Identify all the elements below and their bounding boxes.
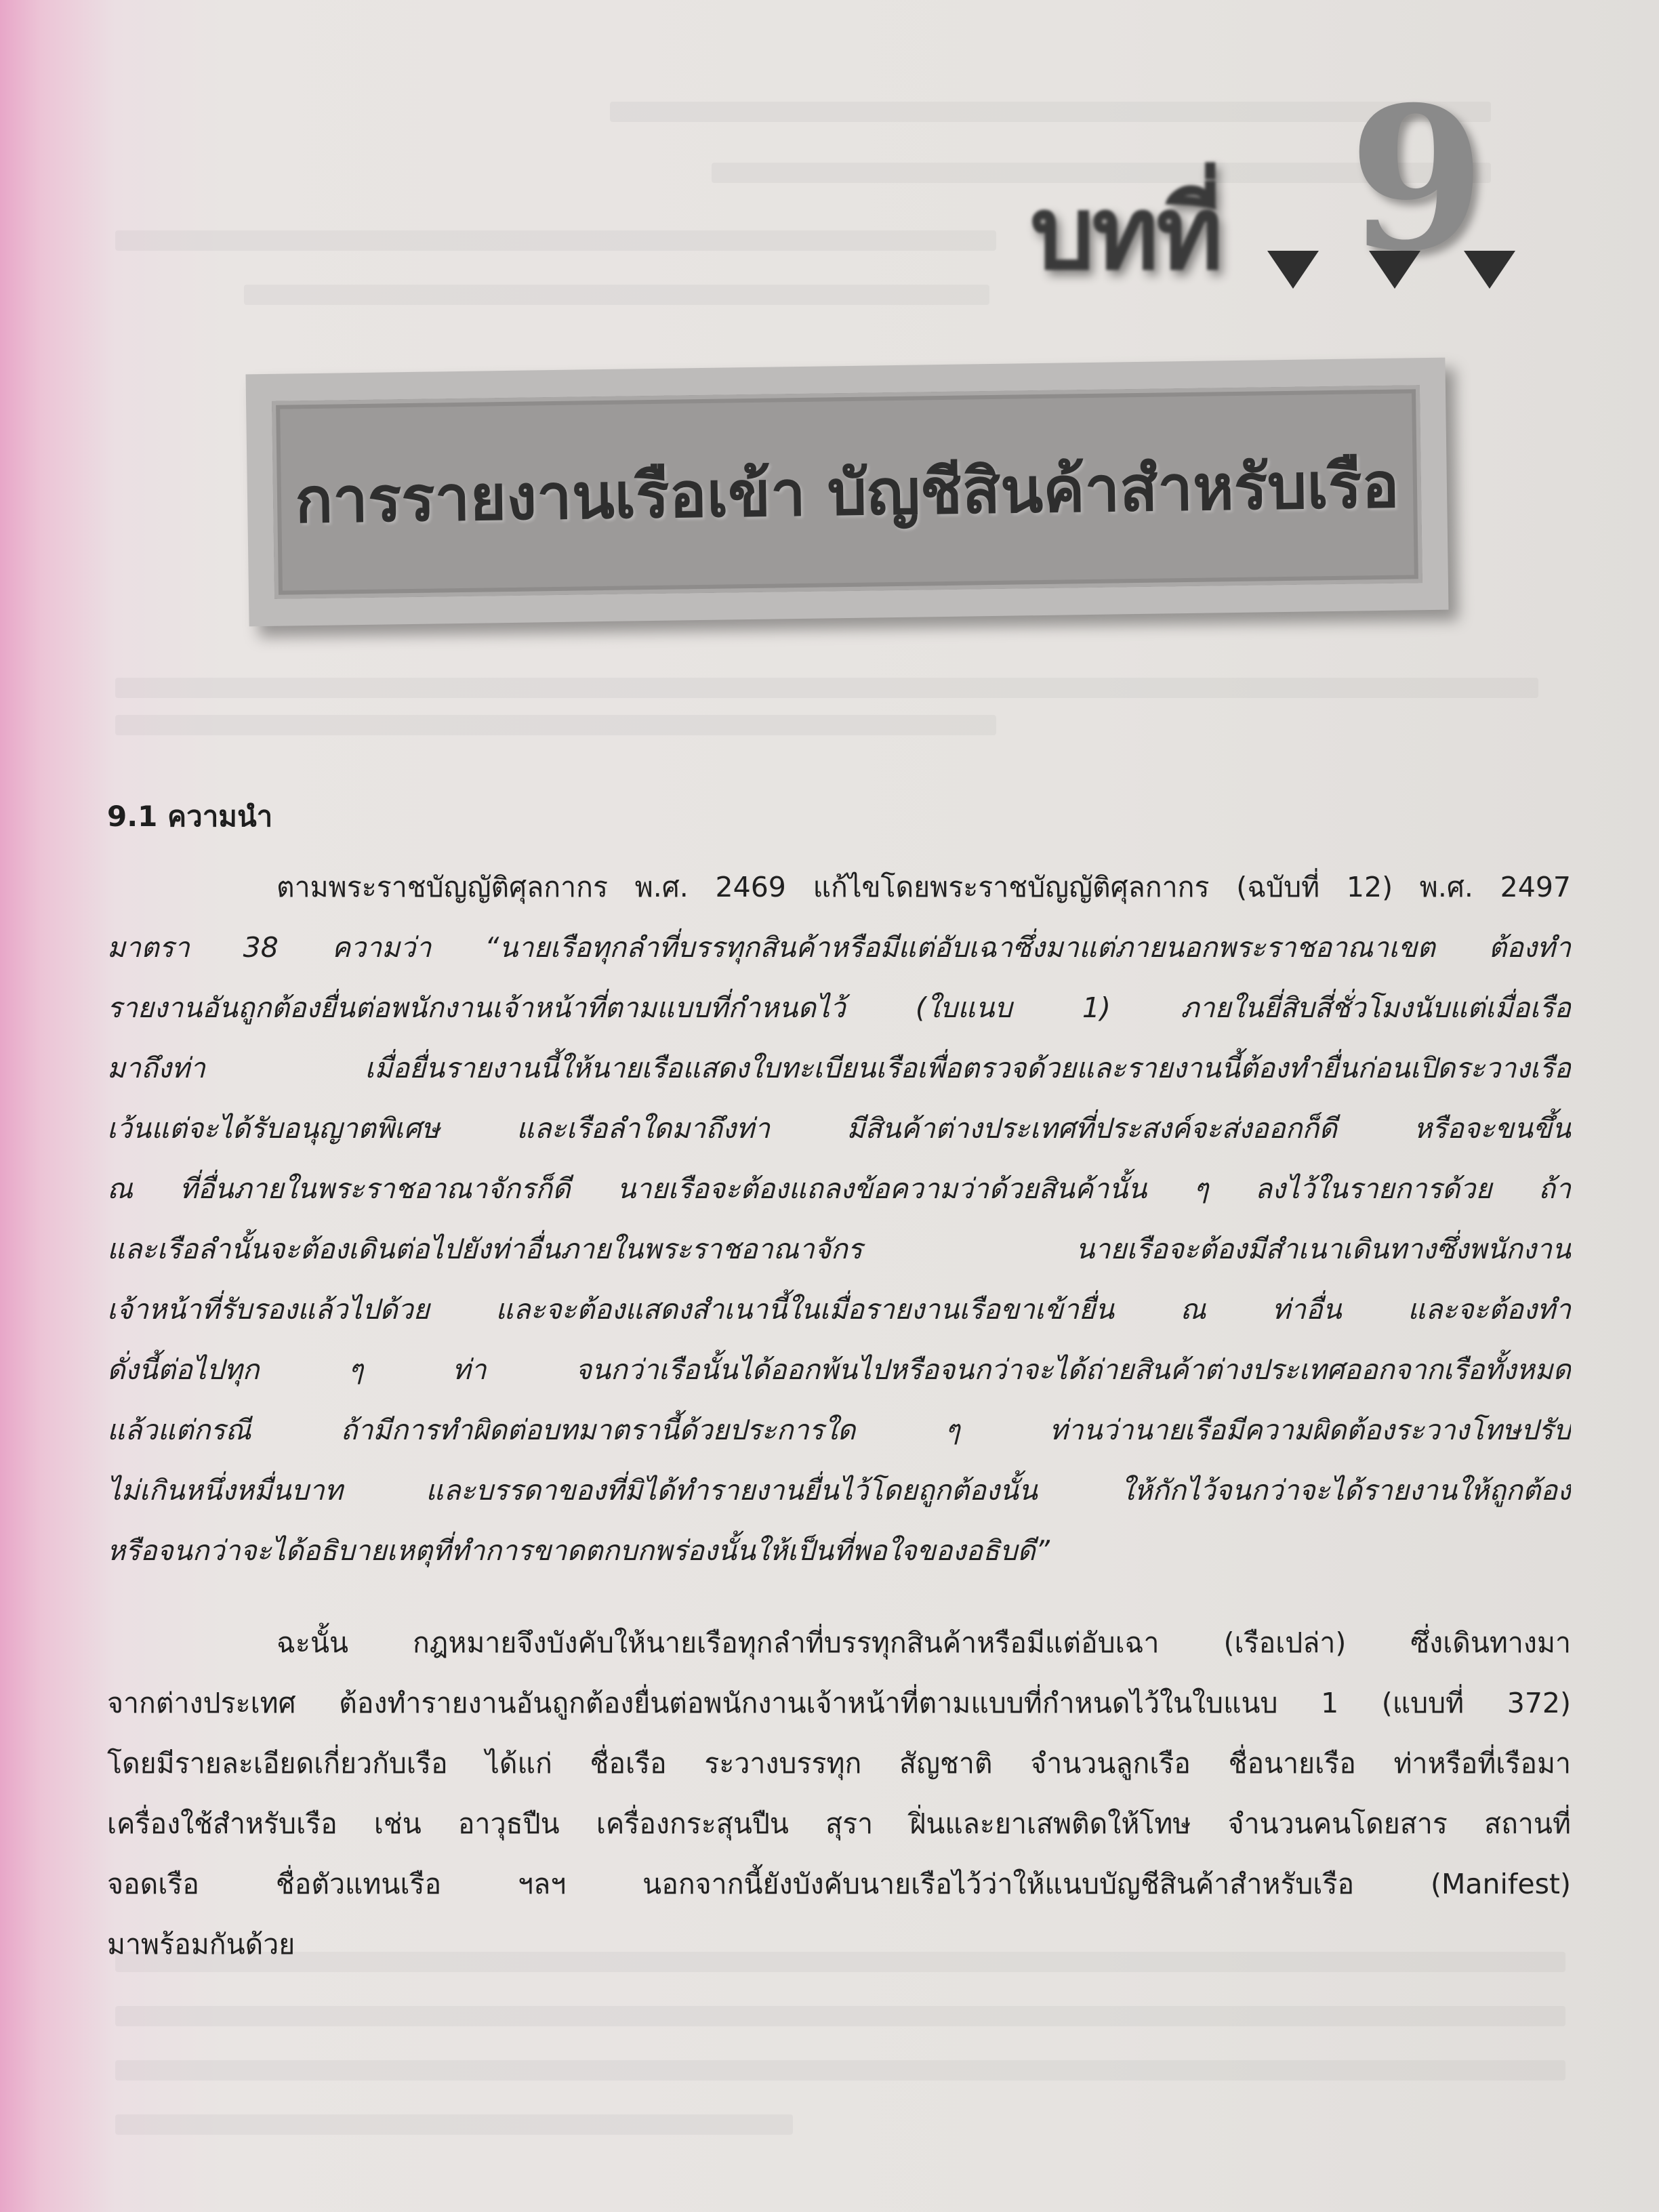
text-line: ฉะนั้น กฎหมายจึงบังคับให้นายเรือทุกลำที่บรรทุกสินค้าหรือมีแต่อับเฉา (เรือเปล่า) ซึ่งเดินทางมา: [276, 1626, 1571, 1659]
text-line: และเรือลำนั้นจะต้องเดินต่อไปยังท่าอื่นภายในพระราชอาณาจักร นายเรือจะต้องมีสำเนาเดินทางซึ่งพนักงาน: [107, 1233, 1571, 1265]
text-line: มาตรา 38 ความว่า “นายเรือทุกลำที่บรรทุกสินค้าหรือมีแต่อับเฉาซึ่งมาแต่ภายนอกพระราชอาณาเขต ต้องทำ: [107, 931, 1571, 964]
bleed-through-line: [244, 285, 989, 305]
paragraph-2: [107, 1613, 1571, 1975]
chapter-title-banner: [245, 358, 1448, 627]
text-line: เจ้าหน้าที่รับรองแล้วไปด้วย และจะต้องแสดงสำเนานี้ในเมื่อรายงานเรือขาเข้ายื่น ณ ท่าอื่น และจะต้องทำ: [107, 1293, 1571, 1326]
triangle-marker-icon: [1267, 251, 1319, 289]
text-line: เครื่องใช้สำหรับเรือ เช่น อาวุธปืน เครื่องกระสุนปืน สุรา ฝิ่นและยาเสพติดให้โทษ จำนวนคนโดยสาร สถานที่: [107, 1807, 1571, 1840]
section-heading: 9.1 ความนำ: [107, 800, 273, 833]
text-line: ตามพระราชบัญญัติศุลกากร พ.ศ. 2469 แก้ไขโดยพระราชบัญญัติศุลกากร (ฉบับที่ 12) พ.ศ. 2497: [276, 871, 1571, 903]
text-line: โดยมีรายละเอียดเกี่ยวกับเรือ ได้แก่ ชื่อเรือ ระวางบรรทุก สัญชาติ จำนวนลูกเรือ ชื่อนายเรือ ท่าหรือที่เรือมา: [107, 1747, 1571, 1780]
text-line: ดั่งนี้ต่อไปทุก ๆ ท่า จนกว่าเรือนั้นได้ออกพ้นไปหรือจนกว่าจะได้ถ่ายสินค้าต่างประเทศออกจากเรือทั้งหมด: [107, 1353, 1571, 1386]
triangle-marker-icon: [1369, 251, 1420, 289]
text-line: จากต่างประเทศ ต้องทำรายงานอันถูกต้องยื่นต่อพนักงานเจ้าหน้าที่ตามแบบที่กำหนดไว้ในใบแนบ 1 (แบบที่ 372): [107, 1687, 1571, 1719]
text-line: แล้วแต่กรณี ถ้ามีการทำผิดต่อบทมาตรานี้ด้วยประการใด ๆ ท่านว่านายเรือมีความผิดต้องระวางโทษปรับ: [107, 1414, 1571, 1446]
text-line: หรือจนกว่าจะได้อธิบายเหตุที่ทำการขาดตกบกพร่องนั้นให้เป็นที่พอใจของอธิบดี”: [107, 1534, 1050, 1567]
text-line: ไม่เกินหนึ่งหมื่นบาท และบรรดาของที่มิได้ทำรายงานยื่นไว้โดยถูกต้องนั้น ให้กักไว้จนกว่าจะได้รายงานให้ถูกต้อง: [107, 1474, 1571, 1507]
bleed-through-line: [115, 2060, 1565, 2081]
chapter-title: การรายงานเรือเข้า บัญชีสินค้าสำหรับเรือ: [294, 448, 1400, 537]
bleed-through-line: [115, 715, 996, 735]
bleed-through-line: [115, 2114, 793, 2135]
chapter-number: 9: [1349, 64, 1486, 295]
text-line: รายงานอันถูกต้องยื่นต่อพนักงานเจ้าหน้าที่ตามแบบที่กำหนดไว้ (ใบแนบ 1) ภายในยี่สิบสี่ชั่วโมงนับแต่เมื่อเรือ: [107, 991, 1571, 1024]
text-line: ณ ที่อื่นภายในพระราชอาณาจักรก็ดี นายเรือจะต้องแถลงข้อความว่าด้วยสินค้านั้น ๆ ลงไว้ในรายการด้วย ถ้า: [107, 1172, 1571, 1205]
chapter-label: บทที่: [1030, 175, 1221, 293]
chapter-title-plate: [272, 385, 1422, 599]
text-line: เว้นแต่จะได้รับอนุญาตพิเศษ และเรือลำใดมาถึงท่า มีสินค้าต่างประเทศที่ประสงค์จะส่งออกก็ดี หรือจะขนขึ้น: [107, 1112, 1571, 1145]
text-line: มาพร้อมกันด้วย: [107, 1928, 295, 1961]
text-line: มาถึงท่า เมื่อยื่นรายงานนี้ให้นายเรือแสดงใบทะเบียนเรือเพื่อตรวจด้วยและรายงานนี้ต้องทำยื่นก่อนเปิดระวางเรือ: [107, 1052, 1571, 1084]
bleed-through-line: [115, 2006, 1565, 2026]
text-line: จอดเรือ ชื่อตัวแทนเรือ ฯลฯ นอกจากนี้ยังบังคับนายเรือไว้ว่าให้แนบบัญชีสินค้าสำหรับเรือ (Manifest): [107, 1868, 1571, 1900]
bleed-through-line: [115, 678, 1538, 698]
paragraph-1: [107, 857, 1571, 1581]
bleed-through-line: [115, 230, 996, 251]
triangle-marker-icon: [1464, 251, 1515, 289]
